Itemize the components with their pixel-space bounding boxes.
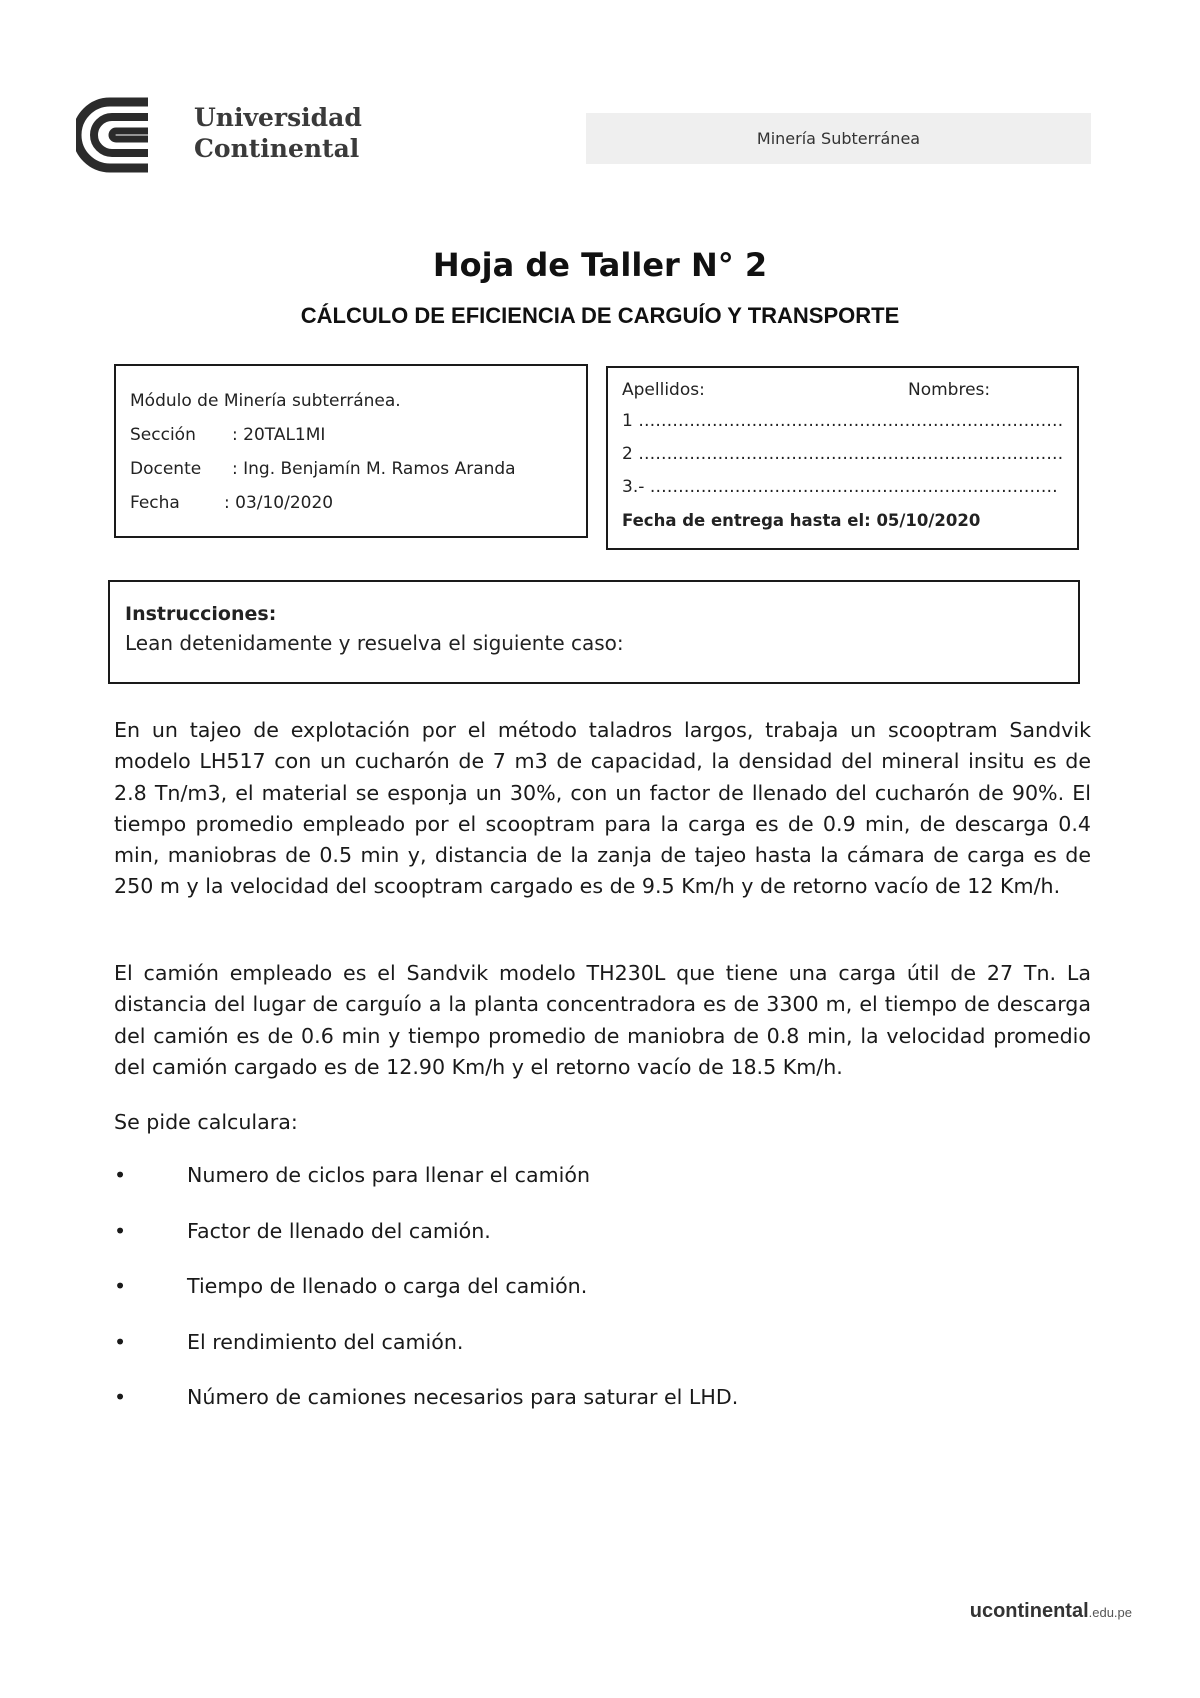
date-label: Fecha — [130, 493, 180, 513]
date-value: : 03/10/2020 — [224, 493, 334, 513]
logo-mark-icon — [76, 96, 186, 176]
section-value: : 20TAL1MI — [232, 425, 326, 445]
logo-text — [194, 102, 362, 164]
footer-brand-name: ucontinental — [969, 1600, 1089, 1622]
logo-line-2: Continental — [194, 134, 360, 163]
list-item-text: Factor de llenado del camión. — [187, 1218, 491, 1243]
course-info-box — [114, 364, 588, 538]
list-item — [114, 1330, 738, 1386]
student-line-2[interactable]: 2 ………………………………………………………………… — [622, 444, 1064, 464]
footer-brand[interactable] — [970, 1600, 1132, 1623]
student-line-3[interactable]: 3.- ……………………………………………………………… — [622, 477, 1058, 497]
list-item-text: Numero de ciclos para llenar el camión — [187, 1163, 591, 1187]
instructions-text: Lean detenidamente y resuelva el siguiente caso: — [125, 631, 624, 655]
bullet-icon: • — [114, 1274, 127, 1299]
bullet-icon: • — [114, 1218, 127, 1243]
case-paragraph-1: En un tajeo de explotación por el método taladros largos, trabaja un scooptram Sandvik modelo LH517 con un cucharón de 7 m3 de capacidad, la densidad del mineral insitu es de 2.8 Tn/m3, el material se esponja un 30%, con un factor de llenado del cucharón de 90%. El tiempo promedio empleado por el scooptram para la carga es de 0.9 min, de descarga 0.4 min, maniobras de 0.5 min y, distancia de la zanja de tajeo hasta la cámara de carga es de 250 m y la velocidad del scooptram cargado es de 9.5 Km/h y de retorno vacío de 12 Km/h. — [114, 718, 1091, 899]
bullet-icon: • — [114, 1385, 127, 1410]
list-item — [114, 1219, 738, 1275]
teacher-label: Docente — [130, 459, 202, 479]
list-item-text: Número de camiones necesarios para saturar el LHD. — [187, 1385, 739, 1410]
student-line-1[interactable]: 1 ………………………………………………………………… — [622, 411, 1064, 431]
university-logo — [76, 96, 362, 176]
student-names-box — [606, 366, 1079, 550]
section-label: Sección — [130, 425, 196, 445]
module-name: Módulo de Minería subterránea. — [130, 391, 401, 411]
teacher-value: : Ing. Benjamín M. Ramos Aranda — [232, 459, 516, 479]
section-row — [130, 418, 572, 452]
list-item — [114, 1163, 738, 1219]
bullet-icon: • — [114, 1163, 127, 1187]
surnames-label: Apellidos: — [622, 380, 705, 400]
list-item — [114, 1274, 738, 1330]
list-item — [114, 1385, 738, 1441]
course-name-box — [586, 113, 1091, 164]
teacher-row — [130, 452, 572, 486]
logo-line-1: Universidad — [194, 103, 362, 132]
case-paragraph-2: El camión empleado es el Sandvik modelo TH230L que tiene una carga útil de 27 Tn. La distancia del lugar de carguío a la planta concentradora es de 3300 m, el tiempo de descarga del camión es de 0.6 min y tiempo promedio de maniobra de 0.8 min, la velocidad promedio del camión cargado es de 12.90 Km/h y el retorno vacío de 18.5 Km/h. — [114, 961, 1091, 1079]
bullet-icon: • — [114, 1329, 127, 1354]
instructions-title: Instrucciones: — [125, 603, 277, 625]
names-header — [622, 375, 1065, 405]
page-title: Hoja de Taller N° 2 — [432, 246, 768, 284]
footer-domain: .edu.pe — [1088, 1605, 1132, 1620]
date-row — [130, 486, 572, 520]
due-date: Fecha de entrega hasta el: 05/10/2020 — [622, 511, 981, 530]
names-label: Nombres: — [908, 380, 991, 400]
question-intro: Se pide calculara: — [114, 1110, 298, 1134]
instructions-box — [108, 580, 1080, 684]
page-subtitle: CÁLCULO DE EFICIENCIA DE CARGUÍO Y TRANSPORTE — [300, 303, 900, 328]
list-item-text: El rendimiento del camión. — [187, 1329, 464, 1354]
list-item-text: Tiempo de llenado o carga del camión. — [187, 1274, 588, 1299]
course-name: Minería Subterránea — [756, 129, 921, 148]
question-list — [114, 1163, 738, 1441]
